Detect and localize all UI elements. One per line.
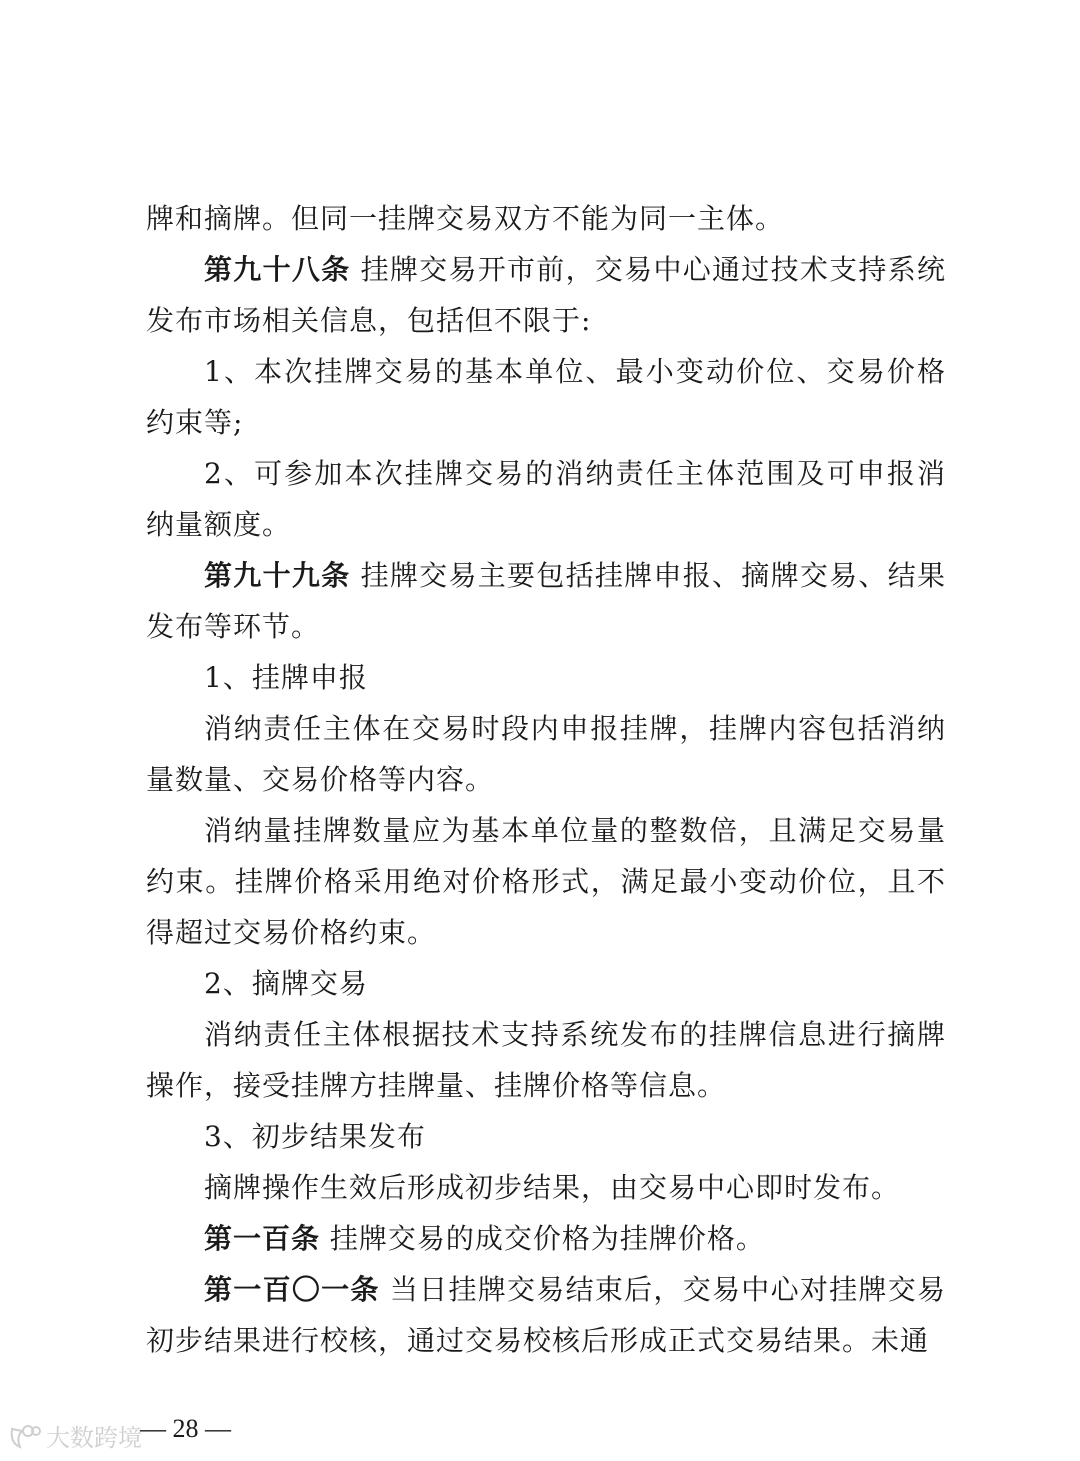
article-heading: 第一百条 [204,1222,321,1255]
article-101: 第一百〇一条 当日挂牌交易结束后，交易中心对挂牌交易初步结果进行校核，通过交易校核后形成正式交易结果。未通 [146,1273,946,1357]
document-body [146,193,946,1366]
paragraph-listing-2: 消纳量挂牌数量应为基本单位量的整数倍，且满足交易量约束。挂牌价格采用绝对价格形式，满足最小变动价位，且不得超过交易价格约束。 [146,814,946,949]
paragraph-1: 牌和摘牌。但同一挂牌交易双方不能为同一主体。 [146,202,785,235]
page-number: — 28 — [140,1414,231,1443]
watermark [8,1418,142,1453]
article-98: 第九十八条 挂牌交易开市前，交易中心通过技术支持系统发布市场相关信息，包括但不限于: [146,253,946,337]
list-item-1: 1、本次挂牌交易的基本单位、最小变动价位、交易价格约束等; [146,355,946,439]
paragraph-delisting: 消纳责任主体根据技术支持系统发布的挂牌信息进行摘牌操作，接受挂牌方挂牌量、挂牌价格等信息。 [146,1018,946,1102]
article-heading: 第九十九条 [204,559,351,592]
article-99: 第九十九条 挂牌交易主要包括挂牌申报、摘牌交易、结果发布等环节。 [146,559,946,643]
list-item-2: 2、可参加本次挂牌交易的消纳责任主体范围及可申报消纳量额度。 [146,457,946,541]
article-100: 第一百条 挂牌交易的成交价格为挂牌价格。 [204,1222,765,1255]
article-heading: 第一百〇一条 [204,1273,380,1306]
brand-logo-icon [8,1421,42,1451]
subheading-results: 3、初步结果发布 [204,1120,426,1153]
watermark-text: 大数跨境 [46,1424,142,1452]
subheading-delisting: 2、摘牌交易 [204,967,368,1000]
paragraph-results: 摘牌操作生效后形成初步结果，由交易中心即时发布。 [204,1171,901,1204]
article-heading: 第九十八条 [204,253,351,286]
paragraph-listing-1: 消纳责任主体在交易时段内申报挂牌，挂牌内容包括消纳量数量、交易价格等内容。 [146,712,946,796]
subheading-listing: 1、挂牌申报 [204,661,368,694]
